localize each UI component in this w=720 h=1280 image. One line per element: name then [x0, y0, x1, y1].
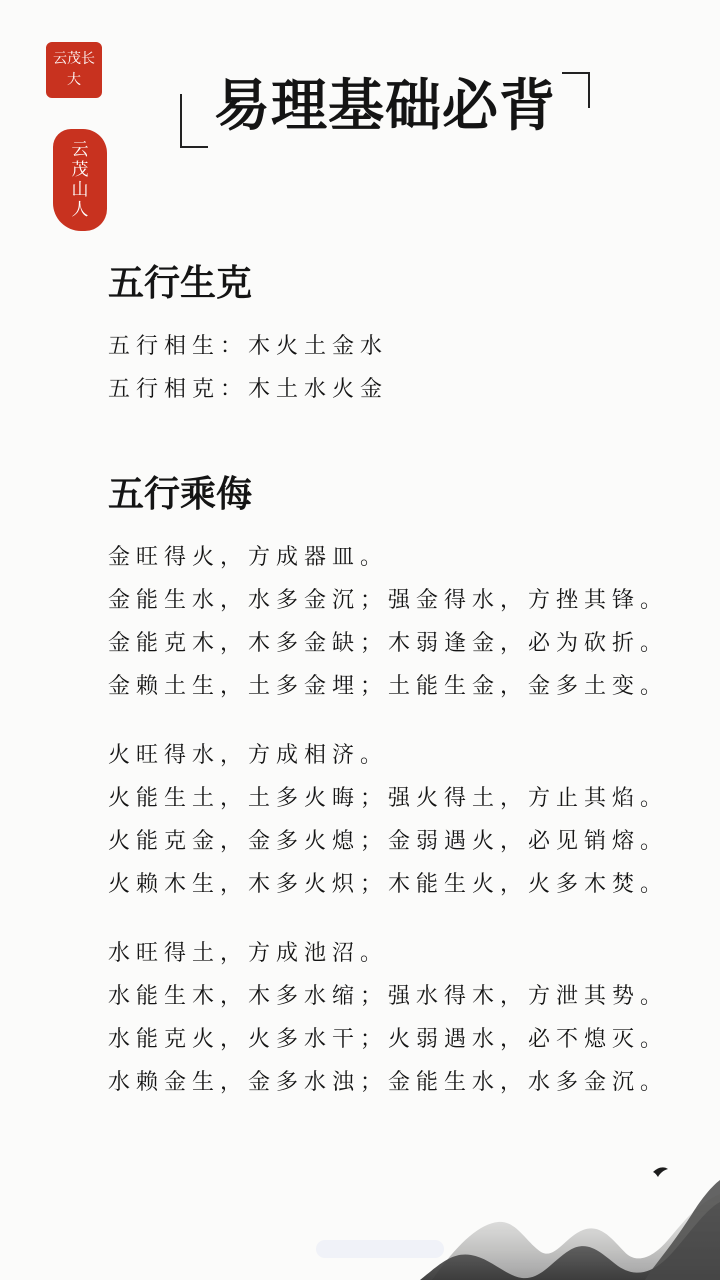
text-line: 火赖木生，木多火炽；木能生火，火多木焚。	[108, 872, 669, 897]
text-line: 火旺得水，方成相济。	[108, 743, 389, 768]
text-line: 金能克木，木多金缺；木弱逢金，必为砍折。	[108, 631, 669, 656]
water-paragraph	[108, 943, 668, 1094]
text-line: 金赖土生，土多金埋；土能生金，金多土变。	[108, 674, 669, 699]
text-line: 水赖金生，金多水浊；金能生水，水多金沉。	[108, 1070, 669, 1095]
paragraph-gap	[108, 917, 668, 943]
text-line: 五行相生：木火土金水	[108, 334, 389, 359]
side-seal	[53, 129, 107, 231]
page-title: 易理基础必背	[214, 74, 556, 139]
side-seal-text: 云茂山人	[71, 140, 89, 220]
top-seal-text: 云茂长大	[53, 51, 95, 88]
section-heading-wuxing-shengke: 五行生克	[108, 263, 253, 304]
document-content	[108, 263, 669, 1115]
text-line: 五行相克：木土水火金	[108, 377, 389, 402]
text-line: 火能克金，金多火熄；金弱遇火，必见销熔。	[108, 829, 669, 854]
metal-paragraph	[108, 547, 668, 698]
fire-paragraph	[108, 745, 668, 896]
text-line: 火能生土，土多火晦；强火得土，方止其焰。	[108, 786, 669, 811]
text-line: 水能克火，火多水干；火弱遇水，必不熄灭。	[108, 1027, 669, 1052]
text-line: 水能生木，木多水缩；强水得木，方泄其势。	[108, 984, 669, 1009]
ink-mountains	[420, 1160, 720, 1280]
top-seal	[46, 42, 102, 98]
text-line: 水旺得土，方成池沼。	[108, 941, 389, 966]
section-gap	[108, 422, 668, 477]
paragraph-gap	[108, 719, 668, 745]
section-heading-wuxing-chengwu: 五行乘侮	[108, 474, 253, 515]
dark-peak	[645, 1180, 720, 1280]
text-line: 金能生水，水多金沉；强金得水，方挫其锋。	[108, 588, 669, 613]
bird-icon	[653, 1167, 668, 1177]
text-line: 金旺得火，方成器皿。	[108, 545, 389, 570]
